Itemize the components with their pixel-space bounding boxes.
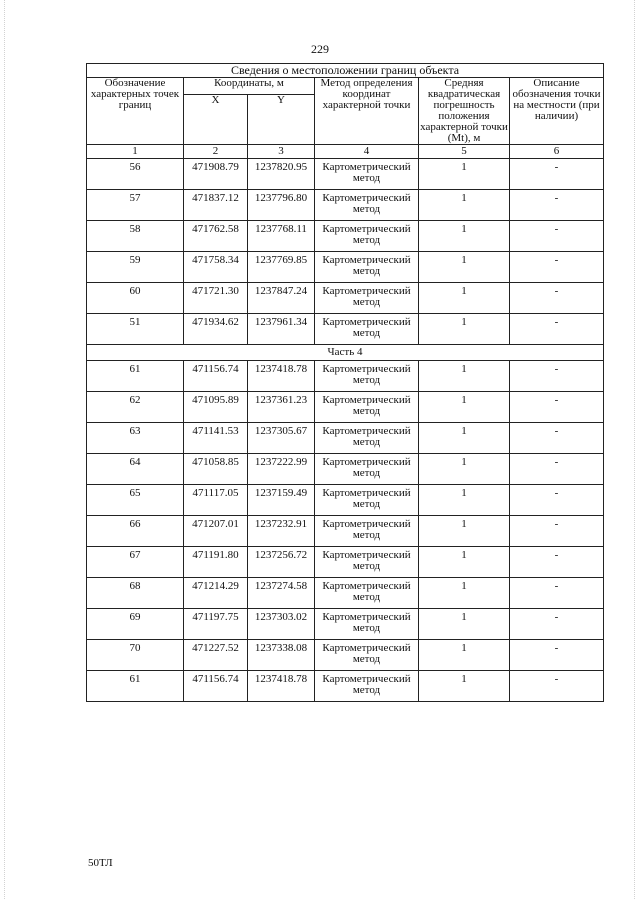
table-cell-accuracy: 1	[419, 361, 510, 392]
table-cell-method: Картометрический метод	[315, 578, 419, 609]
table-cell-point: 56	[87, 159, 184, 190]
table-cell-x: 471058.85	[184, 454, 248, 485]
header-point-designation: Обозначение характерных точек границ	[87, 78, 184, 145]
table-cell-point: 67	[87, 547, 184, 578]
table-row	[87, 221, 604, 252]
table-cell-description: -	[510, 671, 604, 702]
table-cell-description: -	[510, 283, 604, 314]
table-cell-description: -	[510, 159, 604, 190]
table-cell-point: 66	[87, 516, 184, 547]
table-cell-method: Картометрический метод	[315, 609, 419, 640]
table-cell-accuracy: 1	[419, 159, 510, 190]
column-number-row	[87, 145, 604, 159]
column-number: 3	[248, 145, 315, 159]
table-cell-x: 471934.62	[184, 314, 248, 345]
table-cell-y: 1237847.24	[248, 283, 315, 314]
table-row	[87, 454, 604, 485]
table-cell-y: 1237361.23	[248, 392, 315, 423]
table-cell-x: 471156.74	[184, 361, 248, 392]
table-row	[87, 578, 604, 609]
table-body	[87, 159, 604, 702]
table-cell-y: 1237274.58	[248, 578, 315, 609]
table-row	[87, 159, 604, 190]
table-cell-point: 62	[87, 392, 184, 423]
table-row	[87, 640, 604, 671]
table-cell-y: 1237768.11	[248, 221, 315, 252]
table-cell-y: 1237305.67	[248, 423, 315, 454]
table-cell-accuracy: 1	[419, 221, 510, 252]
table-row	[87, 314, 604, 345]
header-x: X	[184, 94, 248, 144]
table-cell-point: 58	[87, 221, 184, 252]
table-cell-x: 471117.05	[184, 485, 248, 516]
table-cell-x: 471762.58	[184, 221, 248, 252]
table-cell-x: 471191.80	[184, 547, 248, 578]
table-cell-method: Картометрический метод	[315, 423, 419, 454]
table-cell-x: 471908.79	[184, 159, 248, 190]
table-cell-method: Картометрический метод	[315, 221, 419, 252]
table-cell-description: -	[510, 392, 604, 423]
table-caption: Сведения о местоположении границ объекта	[87, 64, 604, 78]
table-section-row	[87, 345, 604, 361]
right-margin-line	[634, 0, 636, 899]
table-cell-point: 61	[87, 671, 184, 702]
table-cell-accuracy: 1	[419, 252, 510, 283]
table-cell-accuracy: 1	[419, 671, 510, 702]
table-cell-x: 471207.01	[184, 516, 248, 547]
table-cell-accuracy: 1	[419, 314, 510, 345]
table-cell-x: 471227.52	[184, 640, 248, 671]
table-cell-point: 63	[87, 423, 184, 454]
table-cell-method: Картометрический метод	[315, 671, 419, 702]
table-row	[87, 609, 604, 640]
table-cell-point: 64	[87, 454, 184, 485]
table-cell-description: -	[510, 640, 604, 671]
table-cell-description: -	[510, 547, 604, 578]
table-cell-method: Картометрический метод	[315, 485, 419, 516]
table-cell-x: 471095.89	[184, 392, 248, 423]
table-row	[87, 671, 604, 702]
table-row	[87, 423, 604, 454]
table-cell-x: 471214.29	[184, 578, 248, 609]
table-cell-y: 1237222.99	[248, 454, 315, 485]
table-cell-x: 471837.12	[184, 190, 248, 221]
table-cell-description: -	[510, 516, 604, 547]
table-cell-y: 1237418.78	[248, 361, 315, 392]
table-cell-accuracy: 1	[419, 609, 510, 640]
table-cell-y: 1237961.34	[248, 314, 315, 345]
table-cell-description: -	[510, 485, 604, 516]
section-title: Часть 4	[87, 345, 604, 361]
table-row	[87, 547, 604, 578]
table-cell-method: Картометрический метод	[315, 392, 419, 423]
table-cell-point: 61	[87, 361, 184, 392]
table-cell-x: 471721.30	[184, 283, 248, 314]
table-cell-accuracy: 1	[419, 392, 510, 423]
table-cell-accuracy: 1	[419, 516, 510, 547]
table-cell-description: -	[510, 190, 604, 221]
table-cell-y: 1237232.91	[248, 516, 315, 547]
table-row	[87, 392, 604, 423]
table-cell-description: -	[510, 361, 604, 392]
table-cell-method: Картометрический метод	[315, 190, 419, 221]
column-number: 2	[184, 145, 248, 159]
table-cell-point: 59	[87, 252, 184, 283]
column-number: 6	[510, 145, 604, 159]
header-accuracy: Средняя квадратическая погрешность положения характерной точки (Mt), м	[420, 77, 508, 144]
table-cell-method: Картометрический метод	[315, 547, 419, 578]
header-method: Метод определения координат характерной точки	[315, 78, 419, 145]
header-coordinates: Координаты, м	[184, 78, 315, 95]
table-cell-point: 70	[87, 640, 184, 671]
left-margin-line	[4, 0, 6, 899]
table-cell-accuracy: 1	[419, 423, 510, 454]
table-row	[87, 361, 604, 392]
table-cell-method: Картометрический метод	[315, 516, 419, 547]
table-cell-method: Картометрический метод	[315, 640, 419, 671]
table-cell-x: 471141.53	[184, 423, 248, 454]
table-cell-method: Картометрический метод	[315, 252, 419, 283]
table-cell-method: Картометрический метод	[315, 283, 419, 314]
table-cell-description: -	[510, 423, 604, 454]
table-cell-y: 1237303.02	[248, 609, 315, 640]
footer-code: 50ТЛ	[88, 857, 113, 869]
table-cell-point: 65	[87, 485, 184, 516]
table-row	[87, 190, 604, 221]
column-number: 5	[419, 145, 510, 159]
table-cell-accuracy: 1	[419, 547, 510, 578]
table-cell-description: -	[510, 578, 604, 609]
table-cell-method: Картометрический метод	[315, 454, 419, 485]
table-cell-y: 1237338.08	[248, 640, 315, 671]
table-cell-point: 68	[87, 578, 184, 609]
table-cell-y: 1237769.85	[248, 252, 315, 283]
header-description: Описание обозначения точки на местности (при наличии)	[510, 78, 604, 145]
table-row	[87, 485, 604, 516]
table-cell-description: -	[510, 454, 604, 485]
boundary-points-table	[86, 63, 604, 702]
page-number: 229	[311, 42, 329, 56]
table-cell-description: -	[510, 314, 604, 345]
table-row	[87, 516, 604, 547]
table-cell-accuracy: 1	[419, 578, 510, 609]
table-cell-description: -	[510, 221, 604, 252]
column-number: 4	[315, 145, 419, 159]
table-cell-method: Картометрический метод	[315, 314, 419, 345]
table-cell-method: Картометрический метод	[315, 159, 419, 190]
table-cell-x: 471197.75	[184, 609, 248, 640]
table-cell-point: 60	[87, 283, 184, 314]
table-cell-description: -	[510, 609, 604, 640]
header-y: Y	[248, 94, 315, 144]
table-cell-accuracy: 1	[419, 190, 510, 221]
table-cell-y: 1237159.49	[248, 485, 315, 516]
table-cell-point: 57	[87, 190, 184, 221]
table-cell-accuracy: 1	[419, 283, 510, 314]
table-row	[87, 283, 604, 314]
table-cell-x: 471156.74	[184, 671, 248, 702]
table-cell-description: -	[510, 252, 604, 283]
table-cell-y: 1237418.78	[248, 671, 315, 702]
table-cell-x: 471758.34	[184, 252, 248, 283]
table-cell-y: 1237256.72	[248, 547, 315, 578]
table-cell-point: 69	[87, 609, 184, 640]
table-cell-method: Картометрический метод	[315, 361, 419, 392]
table-cell-accuracy: 1	[419, 485, 510, 516]
table-cell-y: 1237796.80	[248, 190, 315, 221]
table-cell-point: 51	[87, 314, 184, 345]
table-row	[87, 252, 604, 283]
table-cell-y: 1237820.95	[248, 159, 315, 190]
column-number: 1	[87, 145, 184, 159]
table-cell-accuracy: 1	[419, 454, 510, 485]
table-cell-accuracy: 1	[419, 640, 510, 671]
